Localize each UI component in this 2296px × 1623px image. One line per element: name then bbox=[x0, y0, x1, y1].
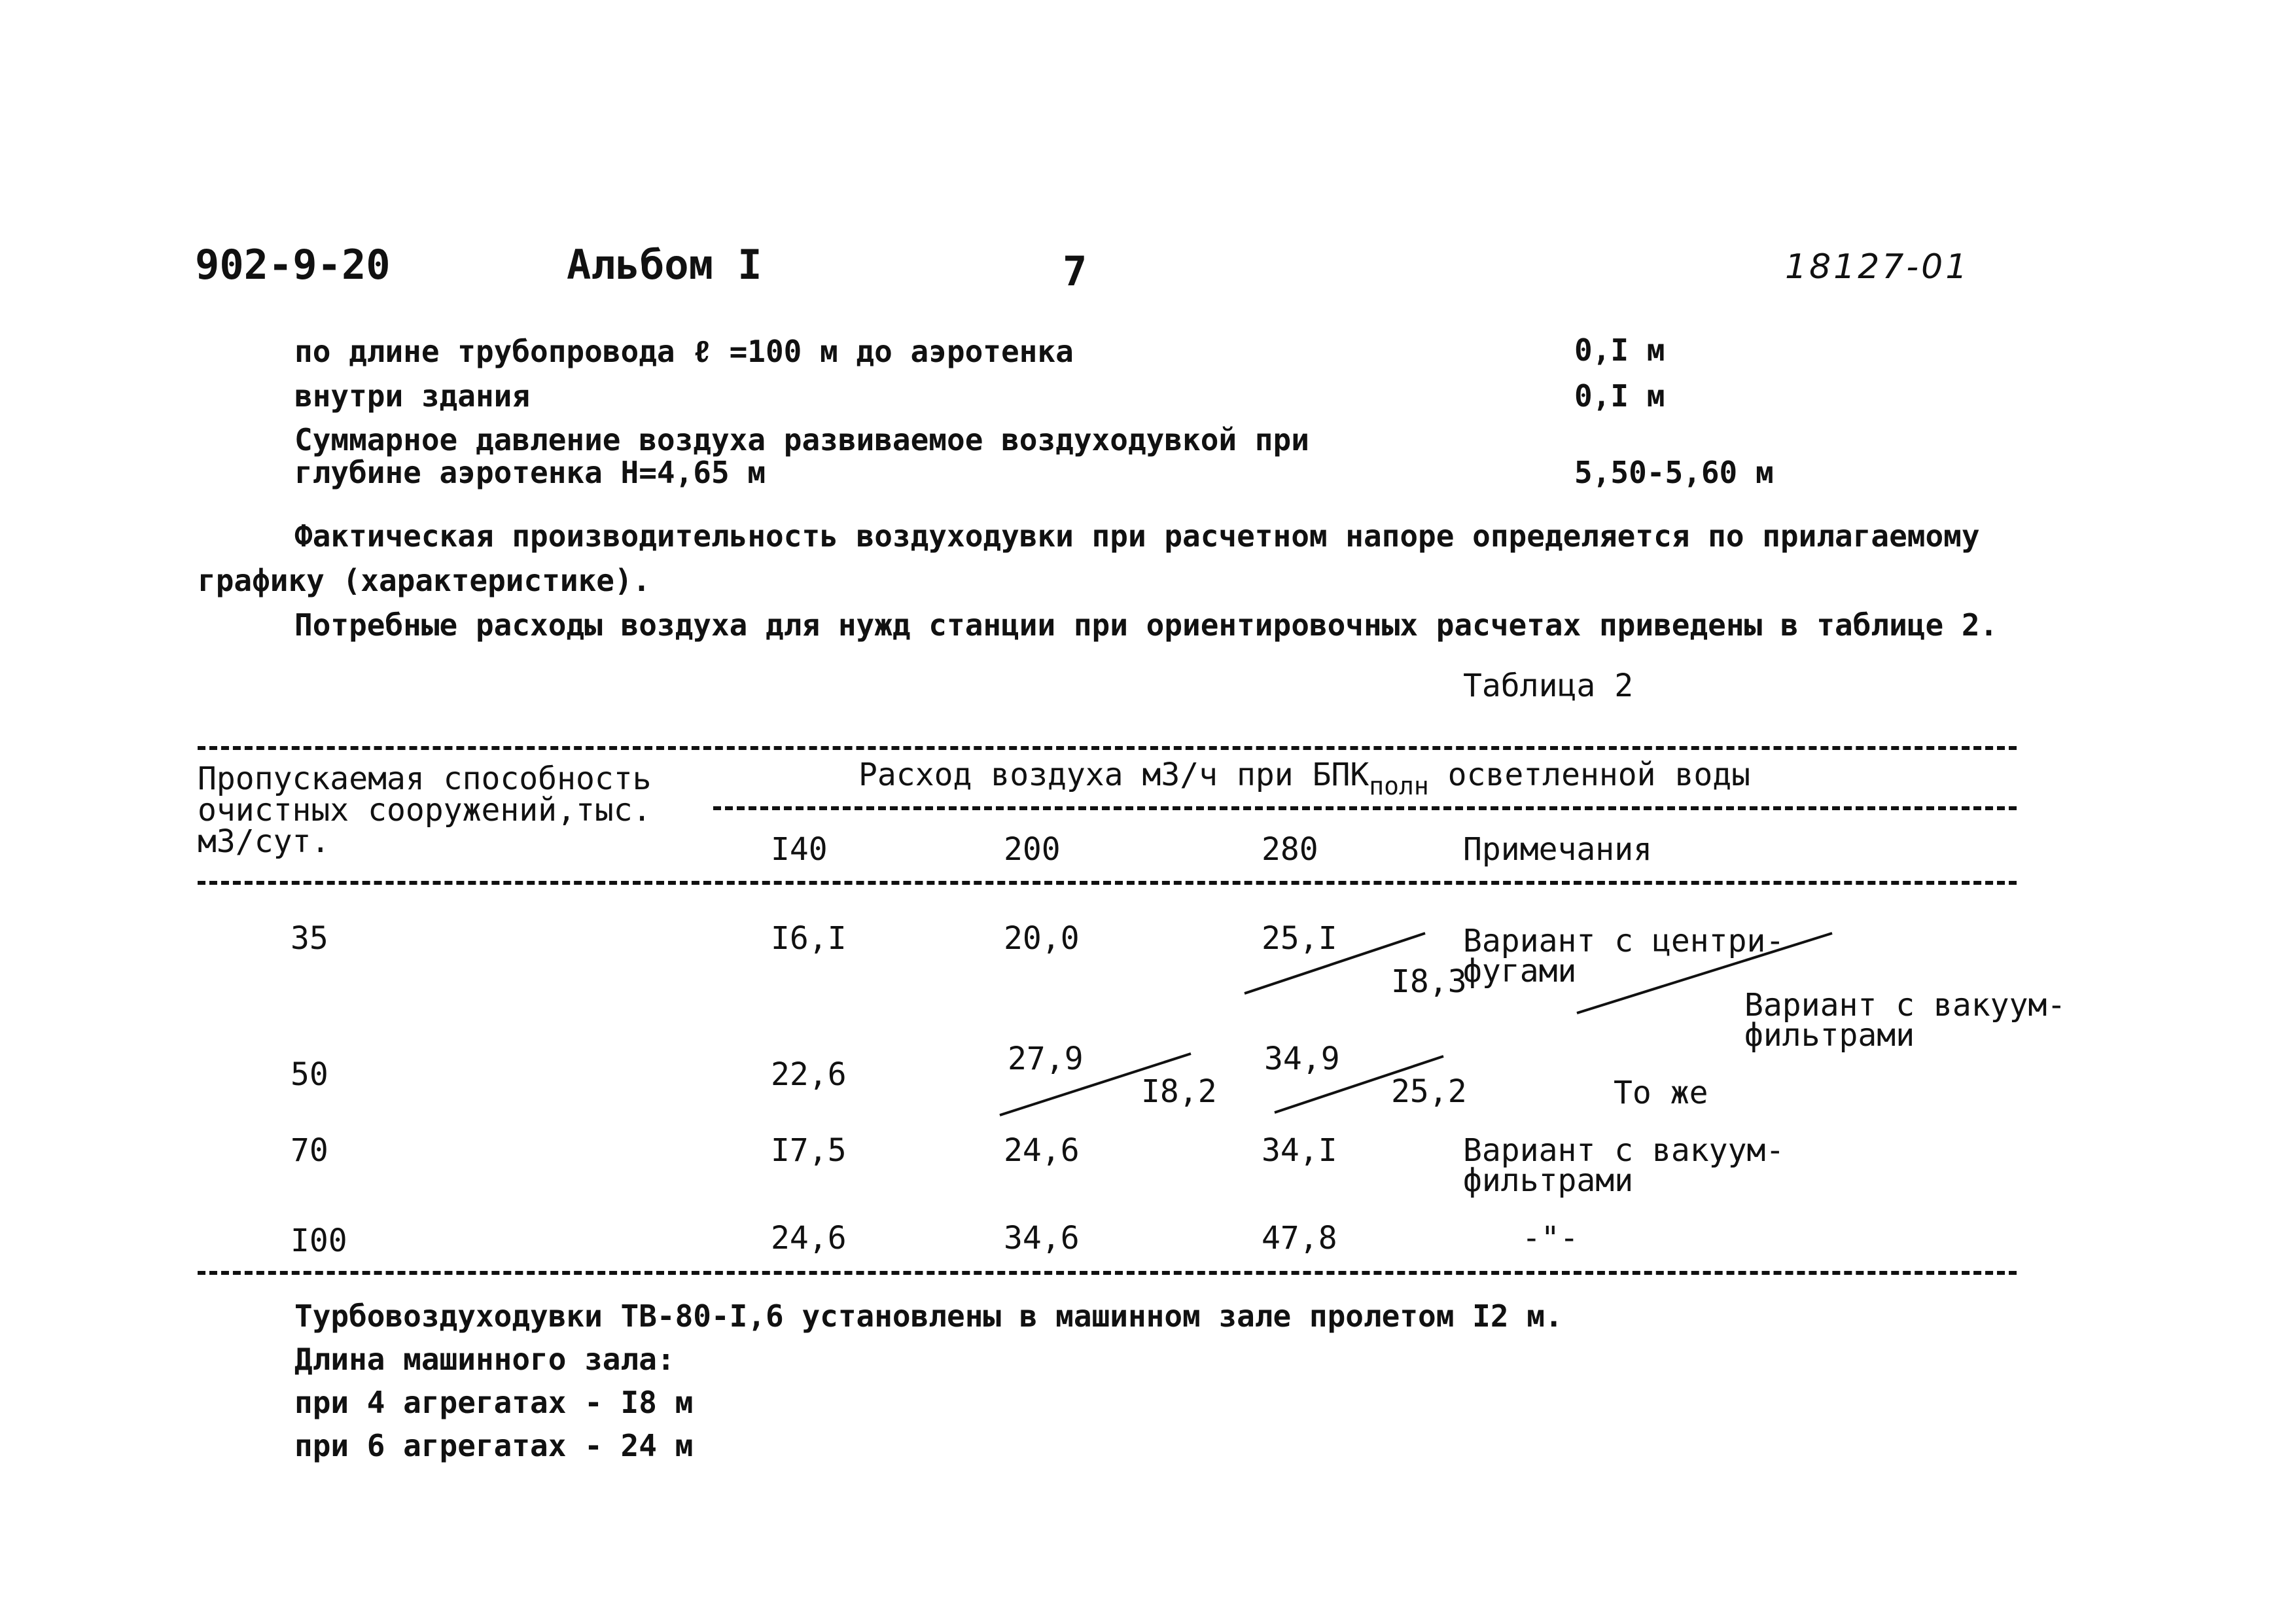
footer-line2: Длина машинного зала: bbox=[294, 1342, 675, 1377]
slash-row35-note bbox=[1577, 933, 1832, 1013]
table-caption: Таблица 2 bbox=[1463, 668, 1634, 704]
paragraph-1-line2: графику (характеристике). bbox=[198, 563, 651, 598]
loss-label-building: внутри здания bbox=[294, 378, 531, 414]
slash-row50-c200 bbox=[1000, 1054, 1191, 1115]
table-row-35-note-alt-line2: фильтрами bbox=[1744, 1017, 1915, 1054]
footer-line4: при 6 агрегатах - 24 м bbox=[294, 1428, 694, 1463]
column-header-280: 280 bbox=[1262, 831, 1318, 868]
paragraph-1-line1: Фактическая производительность воздуходувки при расчетном напоре определяется по прилагаемому bbox=[294, 518, 1980, 554]
loss-value-pipeline: 0,I м bbox=[1574, 332, 1665, 368]
header-capacity-line2: очистных сооружений,тыс. bbox=[198, 792, 652, 829]
table-row-50-c280-alt: 25,2 bbox=[1391, 1073, 1467, 1110]
table-row-50-capacity: 50 bbox=[291, 1056, 328, 1093]
table-row-70-capacity: 70 bbox=[291, 1132, 328, 1169]
total-pressure-value: 5,50-5,60 м bbox=[1574, 455, 1774, 490]
footer-line1: Турбовоздуходувки ТВ-80-I,6 установлены в машинном зале пролетом I2 м. bbox=[294, 1298, 1563, 1334]
header-capacity-line3: м3/сут. bbox=[198, 823, 330, 860]
header-capacity-line1: Пропускаемая способность bbox=[198, 760, 652, 797]
table-row-70-note-line1: Вариант с вакуум- bbox=[1463, 1132, 1785, 1169]
table-row-70-c200: 24,6 bbox=[1004, 1132, 1080, 1169]
table-row-50-note: То же bbox=[1614, 1075, 1708, 1111]
handwritten-number: 18127-01 bbox=[1785, 247, 1970, 287]
table-row-100-c280: 47,8 bbox=[1262, 1220, 1337, 1257]
table-row-35-c280: 25,I bbox=[1262, 920, 1337, 957]
footer-line3: при 4 агрегатах - I8 м bbox=[294, 1385, 694, 1420]
table-row-50-c140: 22,6 bbox=[771, 1056, 847, 1093]
total-pressure-line1: Суммарное давление воздуха развиваемое воздуходувкой при bbox=[294, 422, 1309, 457]
table-row-100-c140: 24,6 bbox=[771, 1220, 847, 1257]
table-row-70-note-line2: фильтрами bbox=[1463, 1162, 1634, 1199]
table-row-50-c200: 27,9 bbox=[1008, 1041, 1084, 1077]
loss-label-pipeline: по длине трубопровода ℓ =100 м до аэротенка bbox=[294, 334, 1074, 369]
slash-row50-c280 bbox=[1275, 1056, 1443, 1113]
header-flow-main: Расход воздуха м3/ч при БПК bbox=[858, 757, 1369, 793]
table-row-35-note-alt-line1: Вариант с вакуум- bbox=[1744, 987, 2066, 1024]
table-row-35-note-line1: Вариант с центри- bbox=[1463, 923, 1785, 959]
table-row-50-c200-alt: I8,2 bbox=[1141, 1073, 1217, 1110]
column-header-notes: Примечания bbox=[1463, 831, 1652, 868]
table-row-35-c280-alt: I8,3 bbox=[1391, 963, 1467, 1000]
column-header-200: 200 bbox=[1004, 831, 1061, 868]
table-row-100-capacity: I00 bbox=[291, 1222, 347, 1259]
table-row-70-c140: I7,5 bbox=[771, 1132, 847, 1169]
table-row-35-capacity: 35 bbox=[291, 920, 328, 957]
table-row-50-c280: 34,9 bbox=[1264, 1041, 1340, 1077]
column-header-140: I40 bbox=[771, 831, 828, 868]
page-number: 7 bbox=[1063, 247, 1087, 295]
table-row-35-c140: I6,I bbox=[771, 920, 847, 957]
album-label: Альбом I bbox=[567, 241, 762, 289]
total-pressure-line2: глубине аэротенка H=4,65 м bbox=[294, 455, 766, 490]
table-row-100-c200: 34,6 bbox=[1004, 1220, 1080, 1257]
table-row-70-c280: 34,I bbox=[1262, 1132, 1337, 1169]
table-row-100-note: -"- bbox=[1522, 1220, 1579, 1257]
loss-value-building: 0,I м bbox=[1574, 378, 1665, 414]
document-code: 902-9-20 bbox=[195, 241, 391, 289]
paragraph-2: Потребные расходы воздуха для нужд станции при ориентировочных расчетах приведены в таблице 2. bbox=[294, 607, 1998, 643]
header-flow-tail: осветленной воды bbox=[1428, 757, 1751, 793]
table-row-35-c200: 20,0 bbox=[1004, 920, 1080, 957]
header-flow-subscript: полн bbox=[1369, 772, 1429, 800]
table-row-35-note-line2: фугами bbox=[1463, 953, 1577, 990]
slash-row35-c280 bbox=[1245, 933, 1425, 993]
